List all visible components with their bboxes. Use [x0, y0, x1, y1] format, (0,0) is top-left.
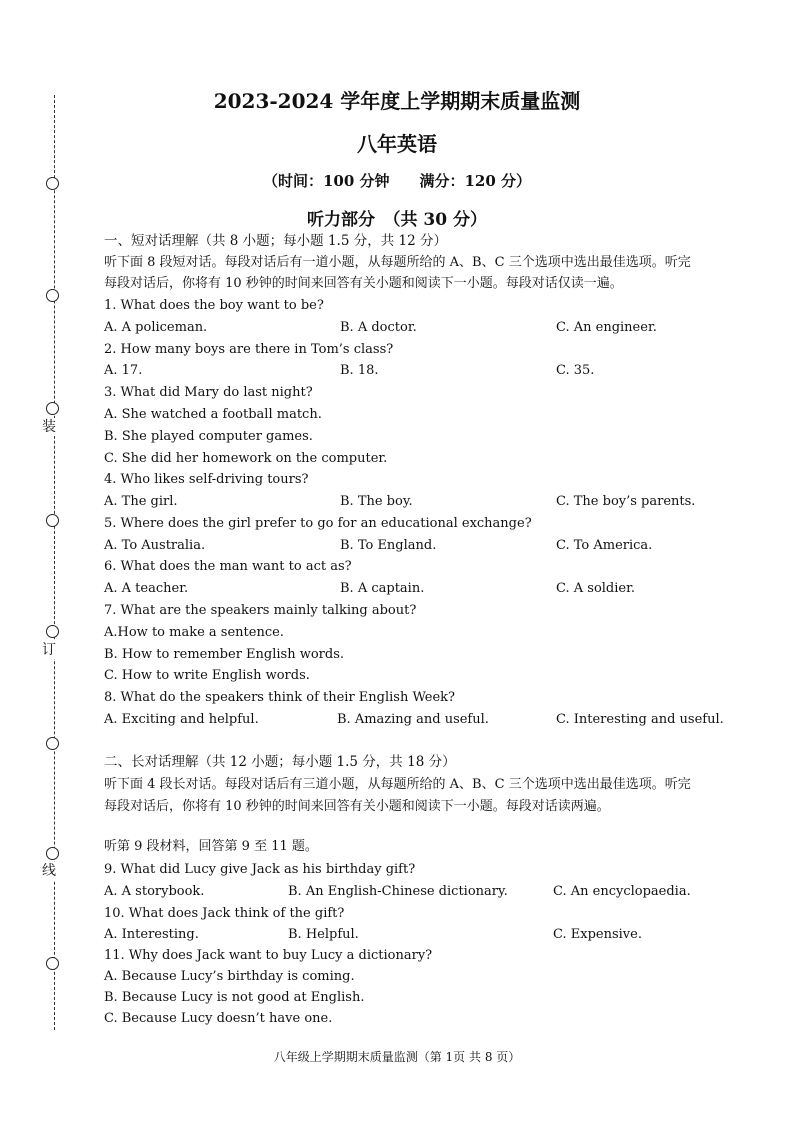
part-heading: 听力部分 （共 30 分） — [307, 210, 487, 230]
option-8c: C. Interesting and useful. — [556, 712, 724, 727]
option-2c: C. 35. — [556, 363, 595, 378]
option-5a: A. To Australia. — [104, 538, 206, 553]
option-1c: C. An engineer. — [556, 320, 657, 335]
option-7a: A.How to make a sentence. — [104, 625, 284, 640]
exam-subject: 八年英语 — [357, 132, 437, 156]
option-9a: A. A storybook. — [104, 884, 205, 899]
option-11c: C. Because Lucy doesn’t have one. — [104, 1011, 333, 1026]
question-10: 10. What does Jack think of the gift? — [104, 906, 345, 921]
question-11: 11. Why does Jack want to buy Lucy a dictionary? — [104, 948, 433, 963]
option-6a: A. A teacher. — [104, 581, 189, 596]
option-3a: A. She watched a football match. — [104, 407, 322, 422]
section1-instruction-1: 听下面 8 段短对话。每段对话后有一道小题，从每题所给的 A、B、C 三个选项中选出最佳选项。听完 — [104, 255, 691, 270]
question-7: 7. What are the speakers mainly talking about? — [104, 603, 417, 618]
exam-time-score: （时间：100 分钟 满分：120 分） — [262, 172, 532, 190]
option-4a: A. The girl. — [104, 494, 178, 509]
section2-heading: 二、长对话理解（共 12 小题；每小题 1.5 分，共 18 分） — [104, 754, 456, 770]
question-9: 9. What did Lucy give Jack as his birthday gift? — [104, 862, 416, 877]
binding-dashed-line — [54, 95, 55, 1030]
option-5b: B. To England. — [340, 538, 437, 553]
option-3c: C. She did her homework on the computer. — [104, 451, 388, 466]
binding-hole — [46, 402, 59, 415]
section2-material: 听第 9 段材料，回答第 9 至 11 题。 — [104, 839, 318, 854]
option-10c: C. Expensive. — [553, 927, 642, 942]
question-4: 4. Who likes self-driving tours? — [104, 472, 309, 487]
option-11a: A. Because Lucy’s birthday is coming. — [104, 969, 355, 984]
binding-char-zhuang: 装 — [42, 419, 56, 435]
section2-instruction-1: 听下面 4 段长对话。每段对话后有三道小题，从每题所给的 A、B、C 三个选项中选出最佳选项。听完 — [104, 777, 691, 792]
option-7c: C. How to write English words. — [104, 668, 310, 683]
question-6: 6. What does the man want to act as? — [104, 559, 352, 574]
binding-hole — [46, 957, 59, 970]
binding-hole — [46, 514, 59, 527]
binding-hole — [46, 289, 59, 302]
question-5: 5. Where does the girl prefer to go for an educational exchange? — [104, 516, 532, 531]
option-9c: C. An encyclopaedia. — [553, 884, 691, 899]
option-5c: C. To America. — [556, 538, 653, 553]
option-1b: B. A doctor. — [340, 320, 417, 335]
option-10a: A. Interesting. — [104, 927, 199, 942]
question-8: 8. What do the speakers think of their English Week? — [104, 690, 456, 705]
option-4c: C. The boy’s parents. — [556, 494, 696, 509]
binding-char-ding: 订 — [42, 642, 56, 658]
option-10b: B. Helpful. — [288, 927, 359, 942]
option-4b: B. The boy. — [340, 494, 413, 509]
option-1a: A. A policeman. — [104, 320, 208, 335]
option-2a: A. 17. — [104, 363, 143, 378]
option-9b: B. An English-Chinese dictionary. — [288, 884, 508, 899]
section2-instruction-2: 每段对话后，你将有 10 秒钟的时间来回答有关小题和阅读下一小题。每段对话读两遍。 — [104, 799, 610, 814]
section1-instruction-2: 每段对话后，你将有 10 秒钟的时间来回答有关小题和阅读下一小题。每段对话仅读一遍。 — [104, 276, 623, 291]
option-11b: B. Because Lucy is not good at English. — [104, 990, 365, 1005]
option-8b: B. Amazing and useful. — [337, 712, 489, 727]
section1-heading: 一、短对话理解（共 8 小题；每小题 1.5 分，共 12 分） — [104, 233, 447, 249]
binding-char-xian: 线 — [42, 863, 56, 879]
page-footer: 八年级上学期期末质量监测（第 1页 共 8 页） — [273, 1050, 521, 1064]
option-3b: B. She played computer games. — [104, 429, 313, 444]
option-8a: A. Exciting and helpful. — [104, 712, 259, 727]
question-1: 1. What does the boy want to be? — [104, 298, 324, 313]
binding-hole — [46, 847, 59, 860]
binding-hole — [46, 737, 59, 750]
question-2: 2. How many boys are there in Tom’s class? — [104, 342, 394, 357]
option-7b: B. How to remember English words. — [104, 647, 345, 662]
exam-title: 2023-2024 学年度上学期期末质量监测 — [213, 89, 581, 113]
option-6b: B. A captain. — [340, 581, 425, 596]
option-6c: C. A soldier. — [556, 581, 636, 596]
binding-hole — [46, 625, 59, 638]
option-2b: B. 18. — [340, 363, 379, 378]
question-3: 3. What did Mary do last night? — [104, 385, 313, 400]
